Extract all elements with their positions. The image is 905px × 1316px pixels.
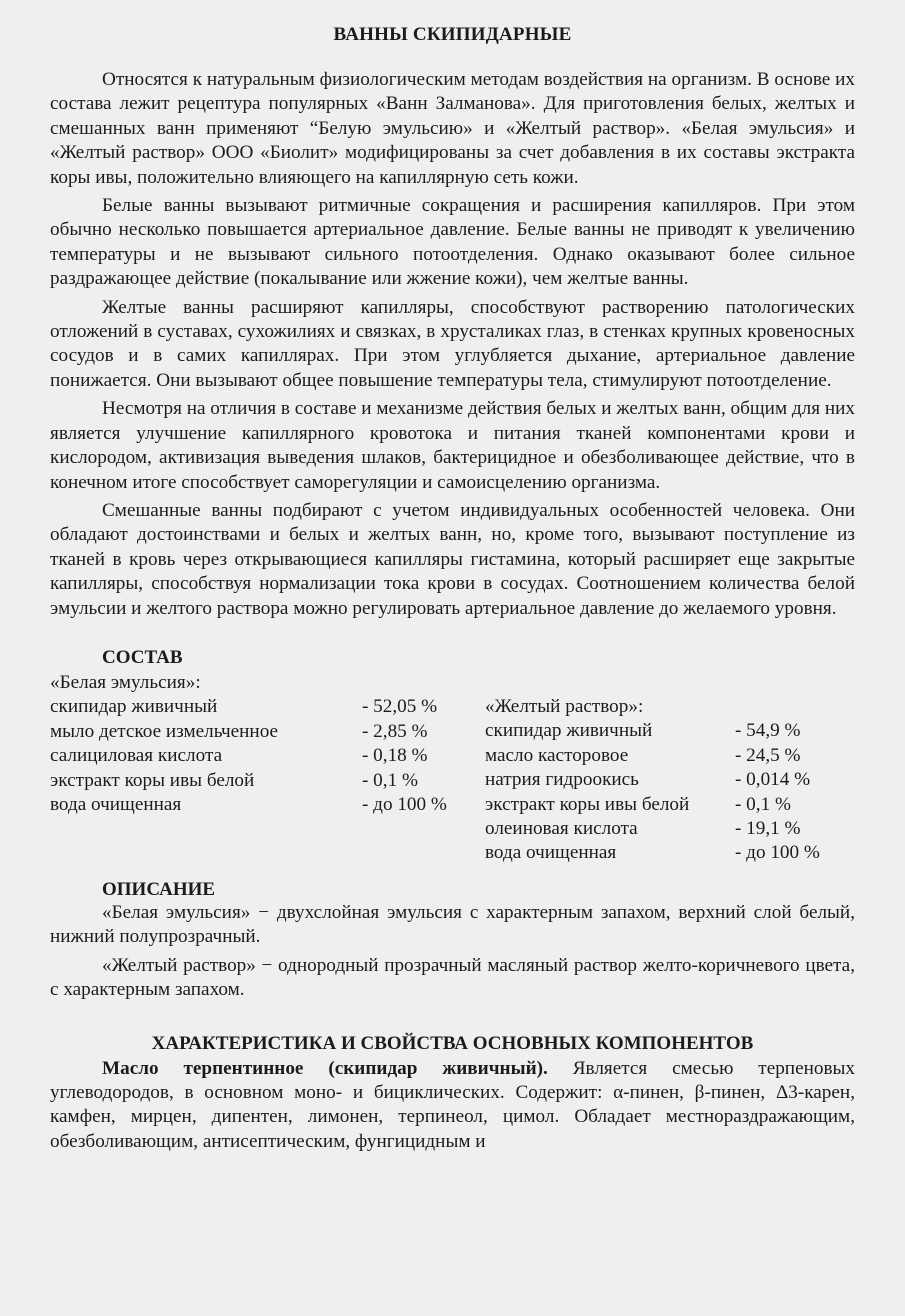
composition-heading: СОСТАВ <box>102 646 183 668</box>
ingredient-row <box>485 768 845 792</box>
ingredient-name: олеиновая кислота <box>485 817 638 839</box>
characteristics-heading: ХАРАКТЕРИСТИКА И СВОЙСТВА ОСНОВНЫХ КОМПОНЕНТОВ <box>151 1032 754 1054</box>
ingredient-row <box>485 744 845 768</box>
description-paragraph-2: «Желтый раствор» − однородный прозрачный масляный раствор желто-коричневого цвета, с характерным запахом. <box>50 954 855 1001</box>
description-heading: ОПИСАНИЕ <box>102 878 216 900</box>
ingredient-name: натрия гидроокись <box>485 769 639 791</box>
ingredient-value: - 52,05 % <box>362 696 438 718</box>
white-emulsion-column <box>50 671 450 817</box>
composition-table <box>50 671 855 864</box>
ingredient-row <box>485 841 845 865</box>
ingredient-row <box>485 817 845 841</box>
ingredient-name: вода очищенная <box>50 793 182 815</box>
description-section <box>50 901 855 1003</box>
ingredient-name: салициловая кислота <box>50 745 223 767</box>
ingredient-value: - до 100 % <box>735 842 820 864</box>
component-name: Масло терпентинное (скипидар живичный). <box>102 1057 548 1079</box>
ingredient-value: - 54,9 % <box>735 720 801 742</box>
intro-section <box>50 68 855 621</box>
description-paragraph-1: «Белая эмульсия» − двухслойная эмульсия с характерным запахом, верхний слой белый, нижний полупрозрачный. <box>50 901 855 948</box>
ingredient-row <box>50 720 450 744</box>
ingredient-value: - 0,1 % <box>735 793 791 815</box>
yellow-solution-column <box>485 695 845 866</box>
ingredient-name: экстракт коры ивы белой <box>485 793 690 815</box>
ingredient-value: - 0,1 % <box>362 769 418 791</box>
ingredient-row <box>485 719 845 743</box>
ingredient-value: - 2,85 % <box>362 720 428 742</box>
ingredient-row <box>50 744 450 768</box>
characteristics-paragraph <box>50 1057 855 1155</box>
ingredient-value: - до 100 % <box>362 793 447 815</box>
ingredient-value: - 0,18 % <box>362 745 428 767</box>
white-emulsion-title: «Белая эмульсия»: <box>50 671 201 693</box>
ingredient-row <box>50 793 450 817</box>
component-description: Является смесью терпеновых углеводородов, в основном моно- и бициклических. Содержит: α-пинен, β-пинен, Δ3-карен, камфен, мирцен, дипентен, лимонен, терпинеол, цимол. Обладает местнораздражающим, обезболивающим, антисептическим, фунгицидным и <box>50 1057 855 1152</box>
document-title: ВАННЫ СКИПИДАРНЫЕ <box>333 24 572 45</box>
ingredient-name: экстракт коры ивы белой <box>50 769 255 791</box>
ingredient-row <box>50 769 450 793</box>
ingredient-value: - 19,1 % <box>735 817 801 839</box>
intro-paragraph-1: Относятся к натуральным физиологическим методам воздействия на организм. В основе их состава лежит рецептура популярных «Ванн Залманова». Для приготовления белых, желтых и смешанных ванн применяют “Белую эмульсию» и «Желтый раствор». «Белая эмульсия» и «Желтый раствор» ООО «Биолит» модифицированы за счет добавления в их составы экстракта коры ивы, положительно влияющего на капиллярную сеть кожи. <box>50 69 855 188</box>
ingredient-name: масло касторовое <box>485 744 629 766</box>
ingredient-name: скипидар живичный <box>50 696 218 718</box>
ingredient-value: - 0,014 % <box>735 769 811 791</box>
intro-paragraph-4: Несмотря на отличия в составе и механизме действия белых и желтых ванн, общим для них является улучшение капиллярного кровотока и питания тканей компонентами крови и кислородом, активизация выведения шлаков, бактерицидное и обезболивающее действие, что в конечном итоге способствует саморегуляции и самоисцелению организма. <box>50 398 855 493</box>
ingredient-value: - 24,5 % <box>735 744 801 766</box>
intro-paragraph-2: Белые ванны вызывают ритмичные сокращения и расширения капилляров. При этом обычно несколько повышается артериальное давление. Белые ванны не приводят к увеличению температуры и не вызывают сильного потоотделения. Однако оказывают более сильное раздражающее действие (покалывание или жжение кожи), чем желтые ванны. <box>50 195 855 290</box>
ingredient-row <box>50 695 450 719</box>
intro-paragraph-5: Смешанные ванны подбирают с учетом индивидуальных особенностей человека. Они обладают достоинствами и белых и желтых ванн, но, кроме того, вызывают поступление из тканей в кровь через открывающиеся капилляры гистамина, который расширяет еще закрытые капилляры, способствуя нормализации тока крови в сосудах. Соотношением количества белой эмульсии и желтого раствора можно регулировать артериальное давление до желаемого уровня. <box>50 499 855 619</box>
ingredient-name: мыло детское измельченное <box>50 720 279 742</box>
intro-paragraph-3: Желтые ванны расширяют капилляры, способствуют растворению патологических отложений в суставах, сухожилиях и связках, в хрусталиках глаз, в стенках крупных кровеносных сосудов и в самих капиллярах. При этом углубляется дыхание, артериальное давление понижается. Они вызывают общее повышение температуры тела, стимулируют потоотделение. <box>50 296 855 391</box>
ingredient-name: вода очищенная <box>485 842 617 864</box>
ingredient-row <box>485 793 845 817</box>
ingredient-name: скипидар живичный <box>485 720 653 742</box>
yellow-solution-title: «Желтый раствор»: <box>485 695 644 717</box>
